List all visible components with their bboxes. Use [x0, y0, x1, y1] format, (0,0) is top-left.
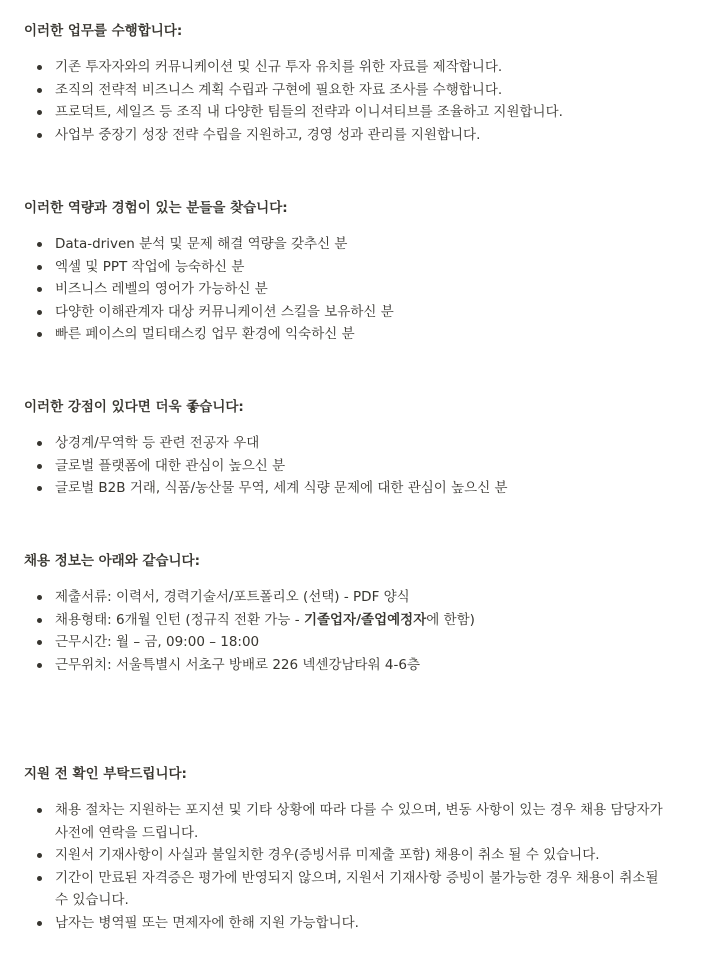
list-item: 사업부 중장기 성장 전략 수립을 지원하고, 경영 성과 관리를 지원합니다. — [24, 124, 674, 147]
section-heading: 이러한 업무를 수행합니다: — [24, 23, 183, 39]
section-responsibilities — [24, 20, 674, 146]
hiring-info-list — [24, 586, 674, 676]
section-preferred — [24, 396, 674, 500]
section-qualifications — [24, 197, 674, 346]
list-item: Data-driven 분석 및 문제 해결 역량을 갖추신 분 — [24, 233, 674, 256]
bullet-icon — [37, 663, 42, 668]
bullet-icon — [37, 595, 42, 600]
bullet-icon — [37, 265, 42, 270]
bullet-icon — [37, 441, 42, 446]
list-item: 프로덕트, 세일즈 등 조직 내 다양한 팀들의 전략과 이니셔티브를 조율하고 지원합니다. — [24, 101, 674, 124]
bullet-icon — [37, 65, 42, 70]
bullet-icon — [37, 110, 42, 115]
list-item: 엑셀 및 PPT 작업에 능숙하신 분 — [24, 256, 674, 279]
list-item: 남자는 병역필 또는 면제자에 한해 지원 가능합니다. — [24, 912, 674, 935]
bullet-icon — [37, 808, 42, 813]
section-heading: 채용 정보는 아래와 같습니다: — [24, 553, 200, 569]
bullet-icon — [37, 287, 42, 292]
bullet-icon — [37, 310, 42, 315]
eligibility-emphasis: 기졸업자/졸업예정자 — [303, 611, 427, 628]
bullet-icon — [37, 133, 42, 138]
list-item: 글로벌 플랫폼에 대한 관심이 높으신 분 — [24, 455, 674, 478]
preferred-list — [24, 432, 674, 500]
section-heading: 이러한 강점이 있다면 더욱 좋습니다: — [24, 399, 244, 415]
list-item: 근무위치: 서울특별시 서초구 방배로 226 넥센강남타워 4-6층 — [24, 654, 674, 677]
bullet-icon — [37, 640, 42, 645]
bullet-icon — [37, 332, 42, 337]
bullet-icon — [37, 486, 42, 491]
bullet-icon — [37, 618, 42, 623]
list-item: 비즈니스 레벨의 영어가 가능하신 분 — [24, 278, 674, 301]
list-item: 채용형태: 6개월 인턴 (정규직 전환 가능 - 기졸업자/졸업예정자에 한함) — [24, 609, 674, 632]
list-item: 근무시간: 월 – 금, 09:00 – 18:00 — [24, 631, 674, 654]
bullet-icon — [37, 464, 42, 469]
list-item: 지원서 기재사항이 사실과 불일치한 경우(증빙서류 미제출 포함) 채용이 취소 될 수 있습니다. — [24, 844, 674, 867]
section-heading: 지원 전 확인 부탁드립니다: — [24, 766, 187, 782]
bullet-icon — [37, 242, 42, 247]
list-item: 상경계/무역학 등 관련 전공자 우대 — [24, 432, 674, 455]
list-item: 조직의 전략적 비즈니스 계획 수립과 구현에 필요한 자료 조사를 수행합니다. — [24, 79, 674, 102]
bullet-icon — [37, 88, 42, 93]
list-item: 제출서류: 이력서, 경력기술서/포트폴리오 (선택) - PDF 양식 — [24, 586, 674, 609]
section-notice — [24, 763, 674, 934]
qualifications-list — [24, 233, 674, 346]
notice-list — [24, 799, 674, 934]
bullet-icon — [37, 876, 42, 881]
bullet-icon — [37, 853, 42, 858]
list-item: 다양한 이해관계자 대상 커뮤니케이션 스킬을 보유하신 분 — [24, 301, 674, 324]
list-item: 기존 투자자와의 커뮤니케이션 및 신규 투자 유치를 위한 자료를 제작합니다. — [24, 56, 674, 79]
list-item: 빠른 페이스의 멀티태스킹 업무 환경에 익숙하신 분 — [24, 323, 674, 346]
responsibilities-list — [24, 56, 674, 146]
section-hiring-info — [24, 550, 674, 676]
section-heading: 이러한 역량과 경험이 있는 분들을 찾습니다: — [24, 200, 288, 216]
list-item: 글로벌 B2B 거래, 식품/농산물 무역, 세계 식량 문제에 대한 관심이 높으신 분 — [24, 477, 674, 500]
list-item: 기간이 만료된 자격증은 평가에 반영되지 않으며, 지원서 기재사항 증빙이 불가능한 경우 채용이 취소될 수 있습니다. — [24, 867, 674, 912]
list-item: 채용 절차는 지원하는 포지션 및 기타 상황에 따라 다를 수 있으며, 변동 사항이 있는 경우 채용 담당자가 사전에 연락을 드립니다. — [24, 799, 674, 844]
bullet-icon — [37, 921, 42, 926]
